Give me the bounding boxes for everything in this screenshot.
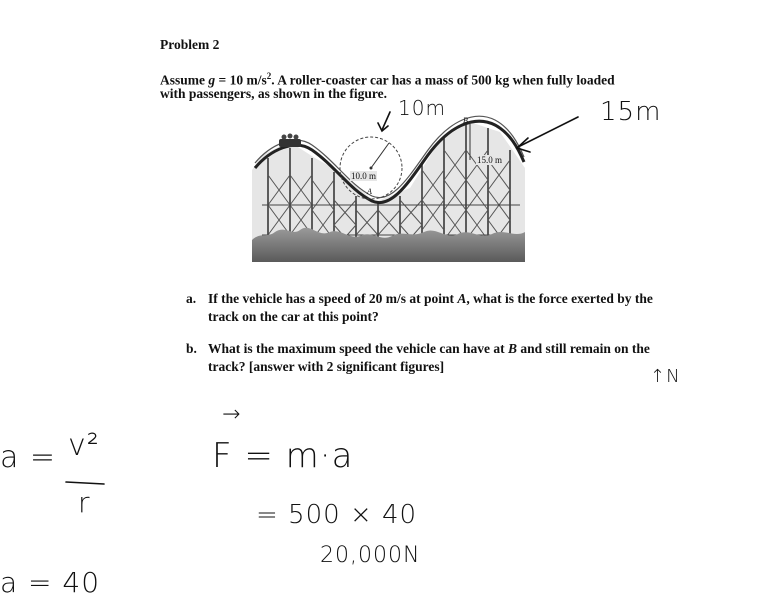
question-a-var: A bbox=[457, 291, 467, 306]
hill-radius-label: 15.0 m bbox=[477, 155, 503, 165]
force-formula: F = m·a bbox=[212, 436, 354, 476]
figure-label-a: A bbox=[367, 187, 372, 196]
intro-prefix: Assume bbox=[160, 72, 209, 88]
intro-g-exp: 2 bbox=[266, 71, 272, 81]
accel-formula-denominator: r bbox=[78, 486, 91, 519]
question-b-line2: track? [answer with 2 significant figures] bbox=[208, 359, 445, 374]
accel-fraction-bar bbox=[66, 482, 104, 484]
intro-g-var: g bbox=[208, 72, 216, 88]
intro-g-value: = 10 m/s bbox=[215, 72, 267, 88]
accel-formula-lhs: a = bbox=[0, 440, 57, 475]
annotation-up-normal: ↑N bbox=[650, 366, 681, 387]
annotation-10m: 10m bbox=[398, 96, 446, 120]
question-b-letter: b. bbox=[186, 341, 197, 356]
question-b-prefix: What is the maximum speed the vehicle can have at bbox=[208, 341, 508, 356]
question-b-var: B bbox=[507, 341, 517, 356]
question-a-prefix: If the vehicle has a speed of 20 m/s at point bbox=[208, 291, 458, 306]
question-a-suffix: , what is the force exerted by the bbox=[466, 291, 653, 306]
calc-line: = 500 × 40 bbox=[256, 500, 418, 530]
loop-radius-label: 10.0 m bbox=[351, 171, 377, 181]
accel-formula-numerator: v² bbox=[68, 428, 100, 463]
problem-intro-line2: with passengers, as shown in the figure. bbox=[160, 86, 388, 101]
result-line: 20,000N bbox=[320, 543, 421, 568]
figure-label-b: B bbox=[463, 116, 468, 125]
question-a-letter: a. bbox=[186, 291, 197, 306]
annotation-15m: 15m bbox=[600, 97, 662, 127]
question-a-line2: track on the car at this point? bbox=[208, 309, 379, 324]
accel-value: a = 40 bbox=[0, 566, 101, 599]
question-b-suffix: and still remain on the bbox=[517, 341, 650, 356]
intro-rest: . A roller-coaster car has a mass of 500 kg when fully loaded bbox=[271, 72, 615, 88]
problem-title: Problem 2 bbox=[160, 37, 220, 52]
annot-15m-arrow-shaft bbox=[520, 117, 578, 146]
force-vector-arrow: → bbox=[222, 402, 242, 427]
